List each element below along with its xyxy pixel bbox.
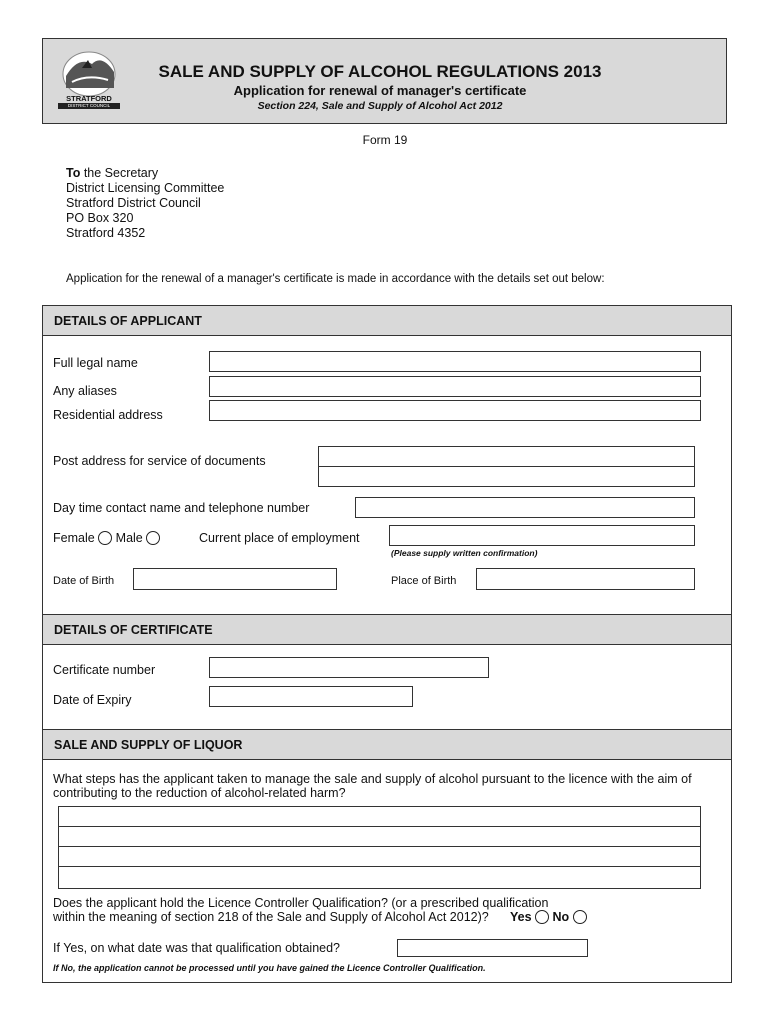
- no-label: No: [552, 910, 570, 924]
- harm-answer-line-4[interactable]: [58, 866, 701, 889]
- post-address-field-1[interactable]: [318, 446, 695, 467]
- act-reference: Section 224, Sale and Supply of Alcohol Act 2012: [257, 100, 503, 112]
- page-subtitle: Application for renewal of manager's certificate: [233, 83, 527, 98]
- qualification-question: Does the applicant hold the Licence Controller Qualification? (or a prescribed qualification within the meaning of section 218 of the Sale and Supply of Alcohol Act 2012)?: [53, 896, 549, 924]
- to-label: To: [66, 166, 81, 180]
- pob-label: Place of Birth: [391, 575, 457, 587]
- male-radio[interactable]: [146, 531, 160, 545]
- female-label: Female: [53, 531, 95, 545]
- qualification-date-field[interactable]: [397, 939, 588, 957]
- full-name-label: Full legal name: [53, 356, 138, 370]
- address-line-4: PO Box 320: [66, 211, 134, 225]
- dob-label: Date of Birth: [53, 575, 115, 587]
- recipient-address: [66, 166, 224, 241]
- residential-label: Residential address: [53, 408, 163, 422]
- page-title: SALE AND SUPPLY OF ALCOHOL REGULATIONS 2013: [158, 62, 602, 81]
- expiry-label: Date of Expiry: [53, 693, 132, 707]
- dob-field[interactable]: [133, 568, 337, 590]
- pob-field[interactable]: [476, 568, 695, 590]
- cert-number-field[interactable]: [209, 657, 489, 678]
- yes-radio[interactable]: [535, 910, 549, 924]
- certificate-heading: DETAILS OF CERTIFICATE: [42, 614, 732, 645]
- full-name-field[interactable]: [209, 351, 701, 372]
- post-address-field-2[interactable]: [318, 466, 695, 487]
- contact-field[interactable]: [355, 497, 695, 518]
- logo-subtext: DISTRICT COUNCIL: [58, 103, 120, 109]
- form-number: Form 19: [362, 133, 408, 147]
- intro-text: Application for the renewal of a manager's certificate is made in accordance with the details set out below:: [66, 273, 605, 285]
- qualification-warning: If No, the application cannot be processed until you have gained the Licence Controller Qualification.: [53, 963, 486, 973]
- employment-label: Current place of employment: [199, 531, 360, 545]
- address-line-3: Stratford District Council: [66, 196, 201, 210]
- no-radio[interactable]: [573, 910, 587, 924]
- address-line-1: the Secretary: [80, 166, 159, 180]
- address-line-2: District Licensing Committee: [66, 181, 225, 195]
- cert-number-label: Certificate number: [53, 663, 156, 677]
- harm-answer-line-3[interactable]: [58, 846, 701, 867]
- aliases-label: Any aliases: [53, 384, 117, 398]
- aliases-field[interactable]: [209, 376, 701, 397]
- applicant-heading: DETAILS OF APPLICANT: [42, 305, 732, 336]
- harm-question: What steps has the applicant taken to manage the sale and supply of alcohol pursuant to the licence with the aim of contributing to the reduction of alcohol-related harm?: [53, 772, 692, 800]
- contact-label: Day time contact name and telephone number: [53, 501, 310, 515]
- address-line-5: Stratford 4352: [66, 226, 146, 240]
- gender-row: [53, 531, 160, 545]
- yes-label: Yes: [510, 910, 532, 924]
- expiry-field[interactable]: [209, 686, 413, 707]
- post-address-label: Post address for service of documents: [53, 454, 266, 468]
- male-label: Male: [115, 531, 143, 545]
- liquor-heading: SALE AND SUPPLY OF LIQUOR: [42, 729, 732, 760]
- employment-note: (Please supply written confirmation): [391, 548, 538, 558]
- logo-text: STRATFORD: [66, 94, 112, 103]
- harm-answer-line-1[interactable]: [58, 806, 701, 827]
- residential-field[interactable]: [209, 400, 701, 421]
- harm-answer-line-2[interactable]: [58, 826, 701, 847]
- employment-field[interactable]: [389, 525, 695, 546]
- female-radio[interactable]: [98, 531, 112, 545]
- qualification-options: [510, 910, 587, 924]
- qualification-date-label: If Yes, on what date was that qualification obtained?: [53, 941, 341, 955]
